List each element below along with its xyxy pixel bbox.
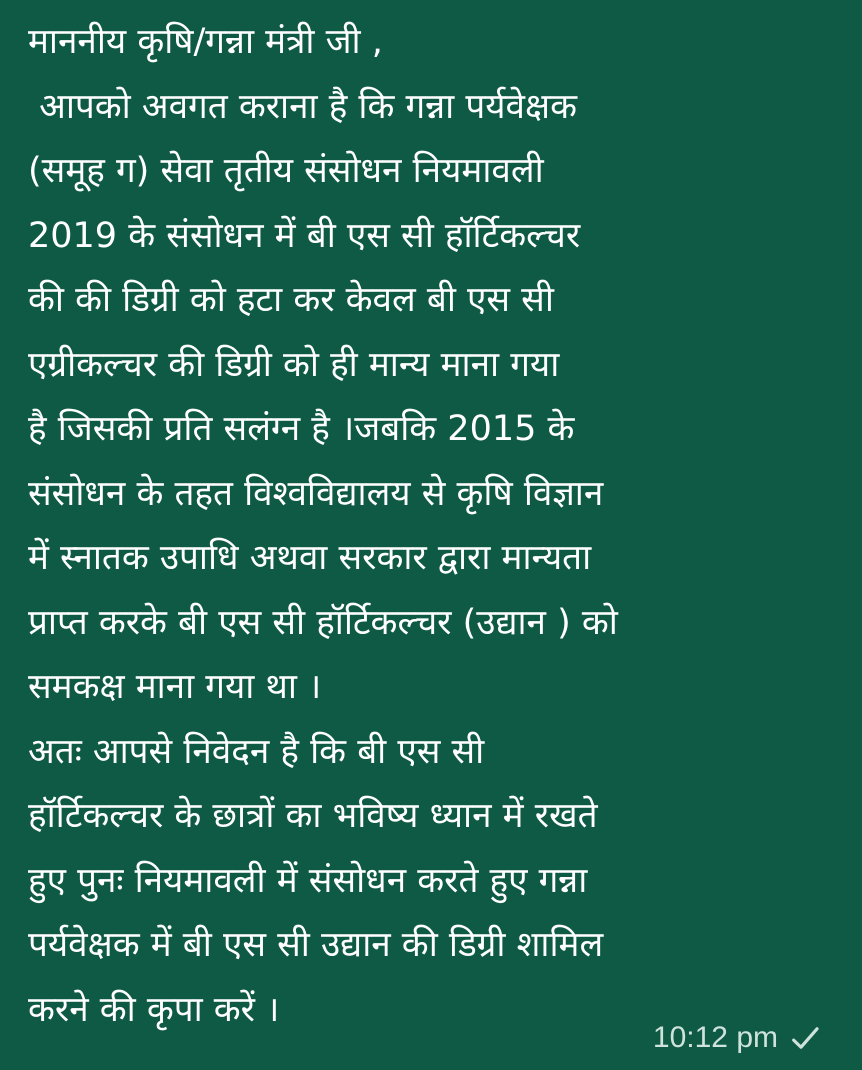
message-line: करने की कृपा करें । bbox=[28, 989, 280, 1030]
message-line: में स्नातक उपाधि अथवा सरकार द्वारा मान्यता bbox=[28, 538, 592, 578]
message-line: (समूह ग) सेवा तृतीय संसोधन नियमावली bbox=[28, 151, 544, 191]
message-line: हुए पुनः नियमावली में संसोधन करते हुए गन्ना bbox=[28, 860, 588, 901]
single-check-icon bbox=[788, 1021, 822, 1055]
message-line: आपको अवगत कराना है कि गन्ना पर्यवेक्षक bbox=[28, 86, 577, 127]
message-line: समकक्ष माना गया था । bbox=[28, 667, 322, 707]
message-line: पर्यवेक्षक में बी एस सी उद्यान की डिग्री शामिल bbox=[28, 925, 604, 965]
message-meta bbox=[653, 1018, 822, 1058]
message-line: है जिसकी प्रति सलंग्न है ।जबकि 2015 के bbox=[28, 409, 575, 449]
message-line: संसोधन के तहत विश्वविद्यालय से कृषि विज्ञान bbox=[28, 473, 604, 514]
message-line: 2019 के संसोधन में बी एस सी हॉर्टिकल्चर bbox=[28, 215, 581, 256]
message-time: 10:12 pm bbox=[652, 1021, 778, 1054]
message-line: माननीय कृषि/गन्ना मंत्री जी , bbox=[28, 22, 383, 62]
message-line: की की डिग्री को हटा कर केवल बी एस सी bbox=[28, 280, 554, 320]
message-line: अतः आपसे निवेदन है कि बी एस सी bbox=[28, 731, 485, 772]
message-text bbox=[28, 10, 848, 1042]
message-line: हॉर्टिकल्चर के छात्रों का भविष्य ध्यान में रखते bbox=[28, 796, 598, 836]
message-line: प्राप्त करके बी एस सी हॉर्टिकल्चर (उद्यान ) को bbox=[28, 602, 618, 643]
message-line: एग्रीकल्चर की डिग्री को ही मान्य माना गया bbox=[28, 344, 560, 385]
